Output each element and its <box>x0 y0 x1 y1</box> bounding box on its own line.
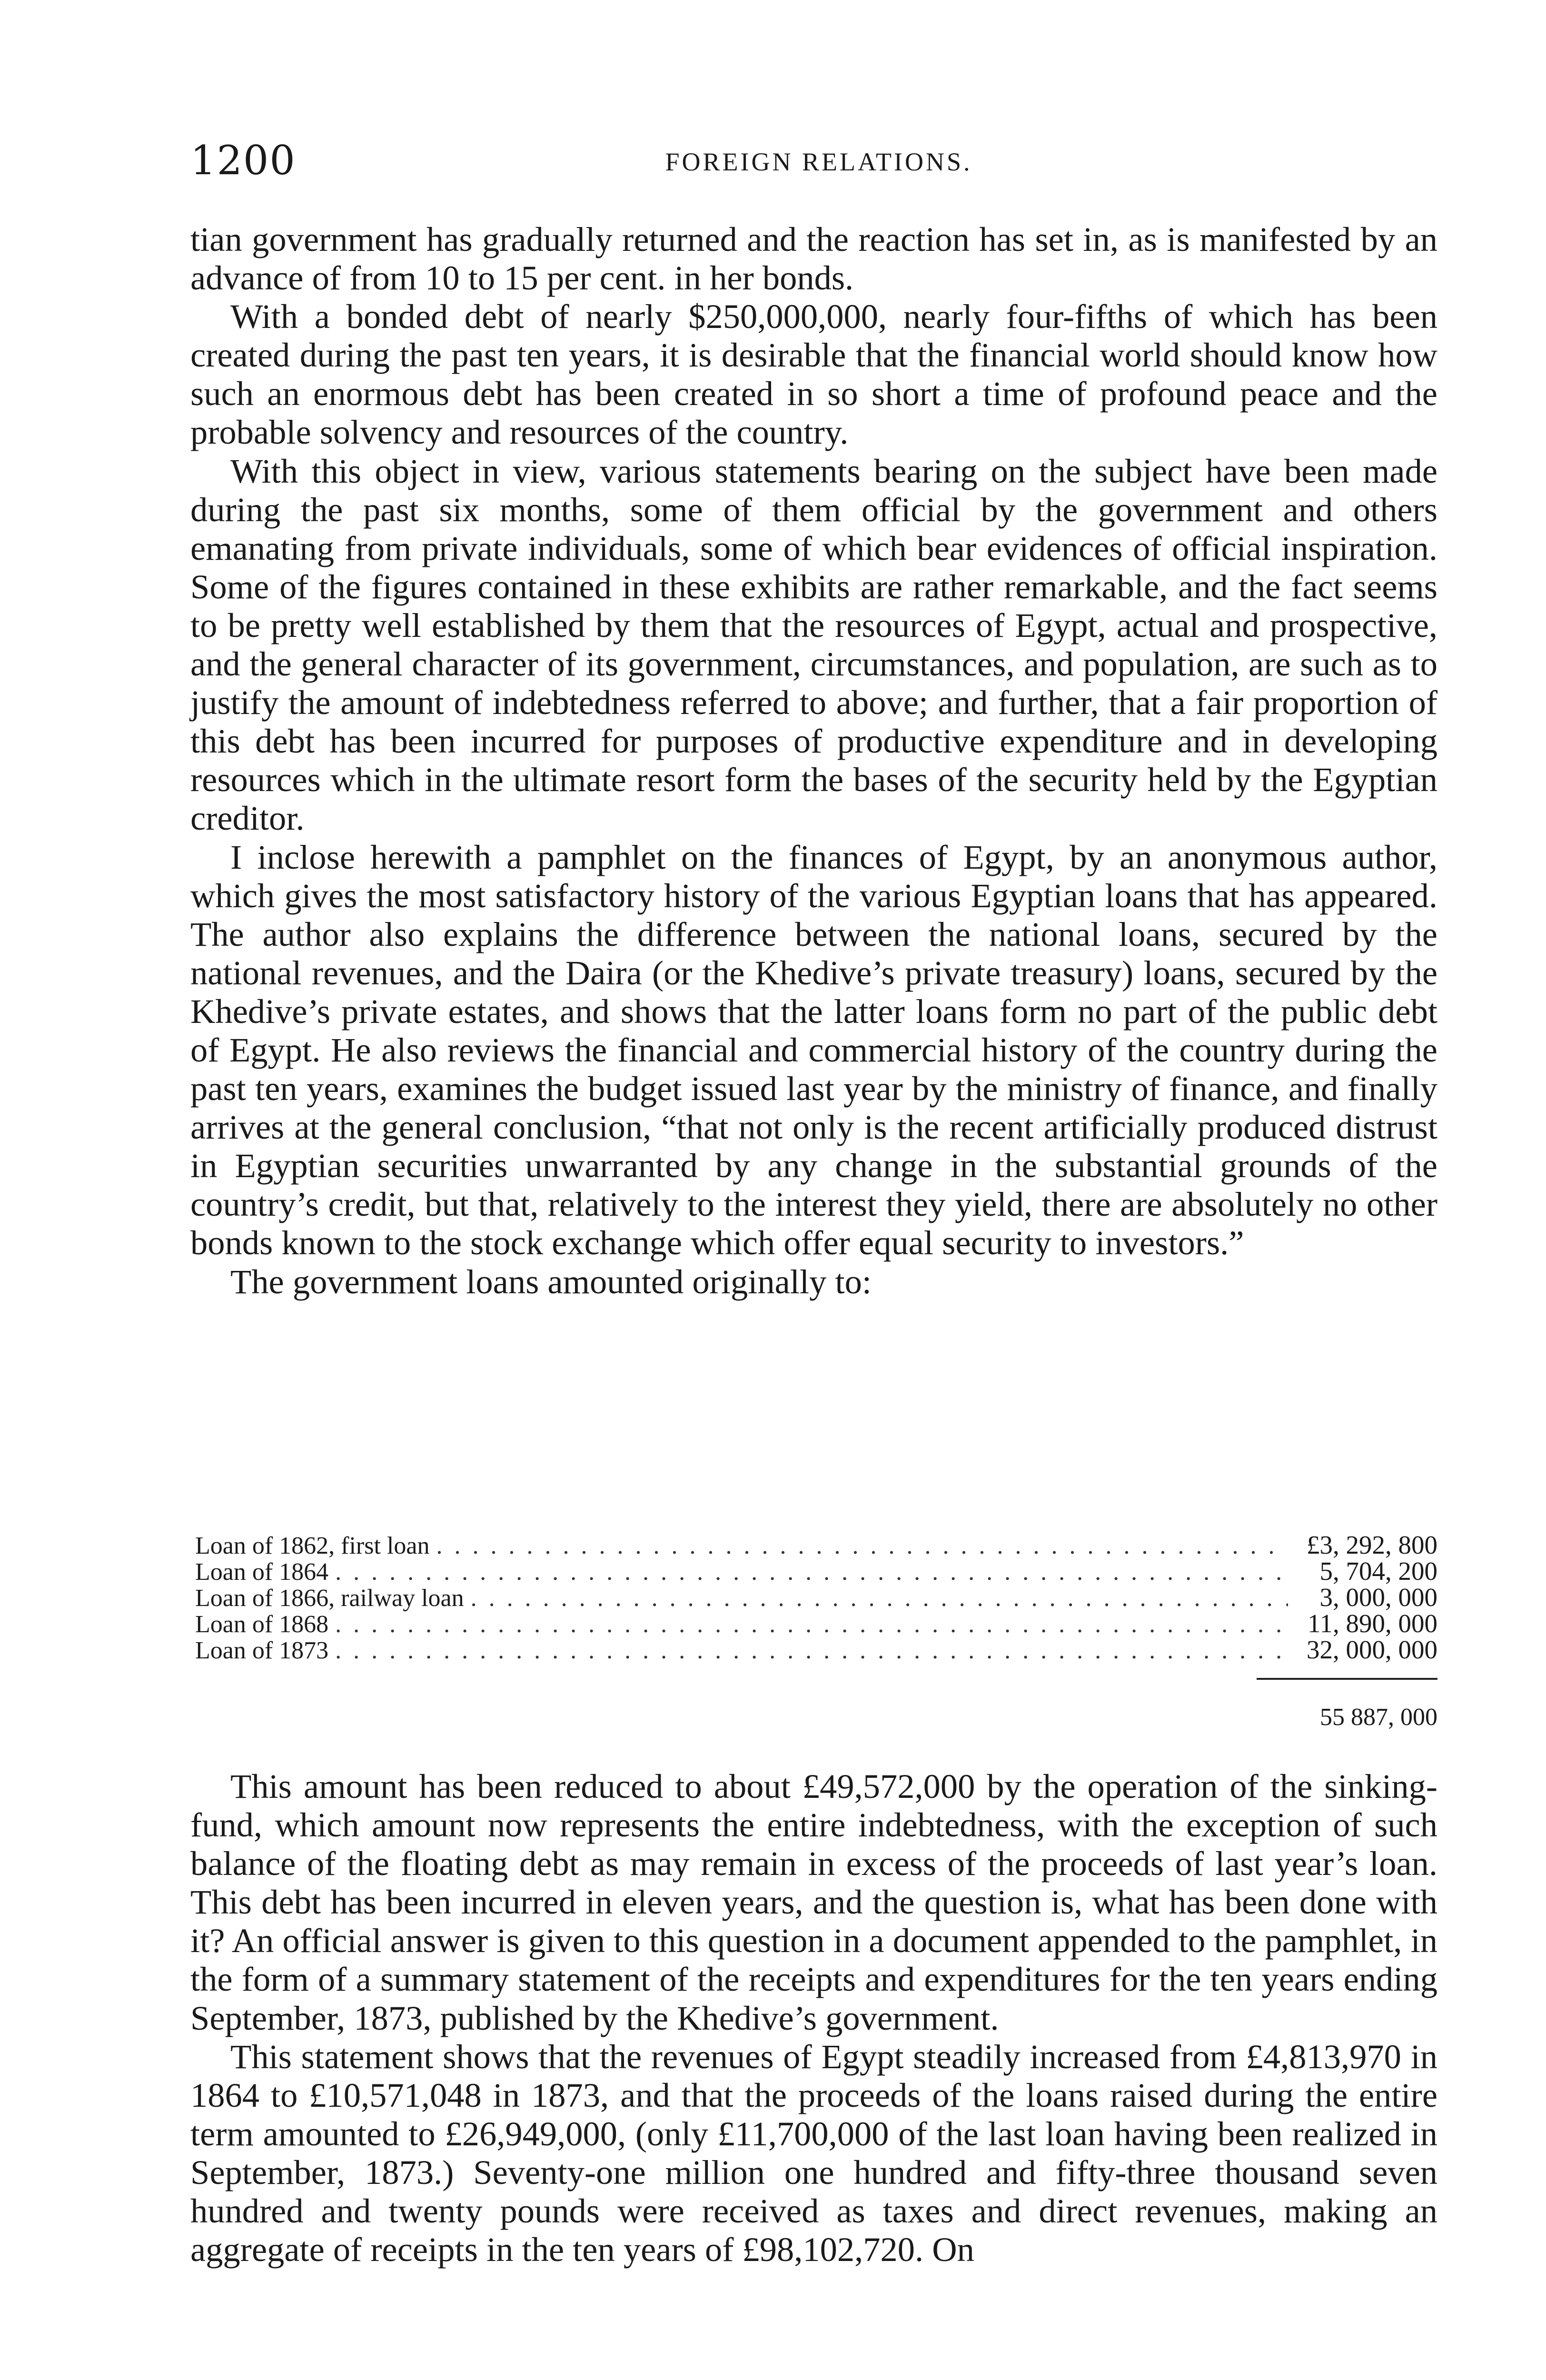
paragraph: The government loans amounted originally to: <box>230 1262 872 1301</box>
loan-row <box>195 1584 1437 1610</box>
loan-label: Loan of 1862, first loan <box>195 1532 430 1559</box>
running-head: FOREIGN RELATIONS. <box>665 148 972 176</box>
dot-leader <box>436 1533 1288 1559</box>
body-text-bottom <box>190 1767 1437 2269</box>
loan-amount: 11, 890, 000 <box>1308 1609 1437 1638</box>
paragraph: With a bonded debt of nearly $250,000,000, nearly four-fifths of which has been created during the past ten years, it is desirable that the financial world should know how such an enormous debt has been created in so short a time of profound peace and the probable solvency and resources of the country. <box>190 297 1437 452</box>
loan-label: Loan of 1868 <box>195 1611 329 1638</box>
loan-label: Loan of 1873 <box>195 1637 329 1664</box>
paragraph: With this object in view, various statements bearing on the subject have been made during the past six months, some of them official by the government and others emanating from private individuals, some of which bear evidences of official inspiration. Some of the figures contained in these exhibits are rather remarkable, and the fact seems to be pretty well established by them that the resources of Egypt, actual and prospective, and the general character of its government, circumstances, and population, are such as to justify the amount of indebtedness referred to above; and further, that a fair proportion of this debt has been incurred for purposes of productive expenditure and in developing resources which in the ultimate resort form the bases of the security held by the Egyptian creditor. <box>190 451 1437 838</box>
loan-amount: 5, 704, 200 <box>1319 1557 1437 1586</box>
loan-amount: 3, 000, 000 <box>1319 1583 1437 1612</box>
loan-row <box>195 1532 1437 1558</box>
loan-label: Loan of 1864 <box>195 1558 329 1586</box>
paragraph: I inclose herewith a pamphlet on the finances of Egypt, by an anonymous author, which gives the most satisfactory history of the various Egyptian loans that has appeared. The author also explains the difference between the national loans, secured by the national revenues, and the Daira (or the Khedive’s private treasury) loans, secured by the Khedive’s private estates, and shows that the latter loans form no part of the public debt of Egypt. He also reviews the financial and commercial history of the country during the past ten years, examines the budget issued last year by the ministry of finance, and finally arrives at the general conclusion, “that not only is the recent artificially produced distrust in Egyptian securities unwarranted by any change in the substantial grounds of the country’s credit, but that, relatively to the interest they yield, there are absolutely no other bonds known to the stock exchange which offer equal security to investors.” <box>190 837 1437 1262</box>
loan-table <box>195 1532 1437 1663</box>
loan-row <box>195 1610 1437 1636</box>
dot-leader <box>335 1611 1288 1637</box>
loan-amount: £3, 292, 800 <box>1307 1530 1437 1559</box>
paragraph: This statement shows that the revenues of Egypt steadily increased from £4,813,970 in 1864 to £10,571,048 in 1873, and that the proceeds of the loans raised during the entire term amounted to £26,949,000, (only £11,700,000 of the last loan having been realized in September, 1873.) Seventy-one million one hundred and fifty-three thousand seven hundred and twenty pounds were received as taxes and direct revenues, making an aggregate of receipts in the ten years of £98,102,720. On <box>190 2037 1437 2269</box>
paragraph: tian government has gradually returned and the reaction has set in, as is manifested by an advance of from 10 to 15 per cent. in her bonds. <box>190 220 1437 298</box>
dot-leader <box>471 1585 1288 1611</box>
loan-row <box>195 1636 1437 1663</box>
loan-row <box>195 1558 1437 1584</box>
loan-label: Loan of 1866, railway loan <box>195 1585 464 1612</box>
total-rule <box>1257 1678 1437 1680</box>
page-header <box>190 134 1447 191</box>
page-number: 1200 <box>190 137 296 184</box>
loans-total: 55 887, 000 <box>1320 1704 1437 1731</box>
paragraph: This amount has been reduced to about £49,572,000 by the operation of the sinking-fund, which amount now represents the entire indebtedness, with the exception of such balance of the floating debt as may remain in excess of the proceeds of last year’s loan. This debt has been incurred in eleven years, and the question is, what has been done with it? An official answer is given to this question in a document appended to the pamphlet, in the form of a summary statement of the receipts and expenditures for the ten years ending September, 1873, published by the Khedive’s government. <box>190 1767 1437 2037</box>
dot-leader <box>335 1637 1288 1664</box>
body-text-top <box>190 220 1437 1301</box>
dot-leader <box>335 1559 1288 1585</box>
loan-amount: 32, 000, 000 <box>1307 1635 1437 1664</box>
